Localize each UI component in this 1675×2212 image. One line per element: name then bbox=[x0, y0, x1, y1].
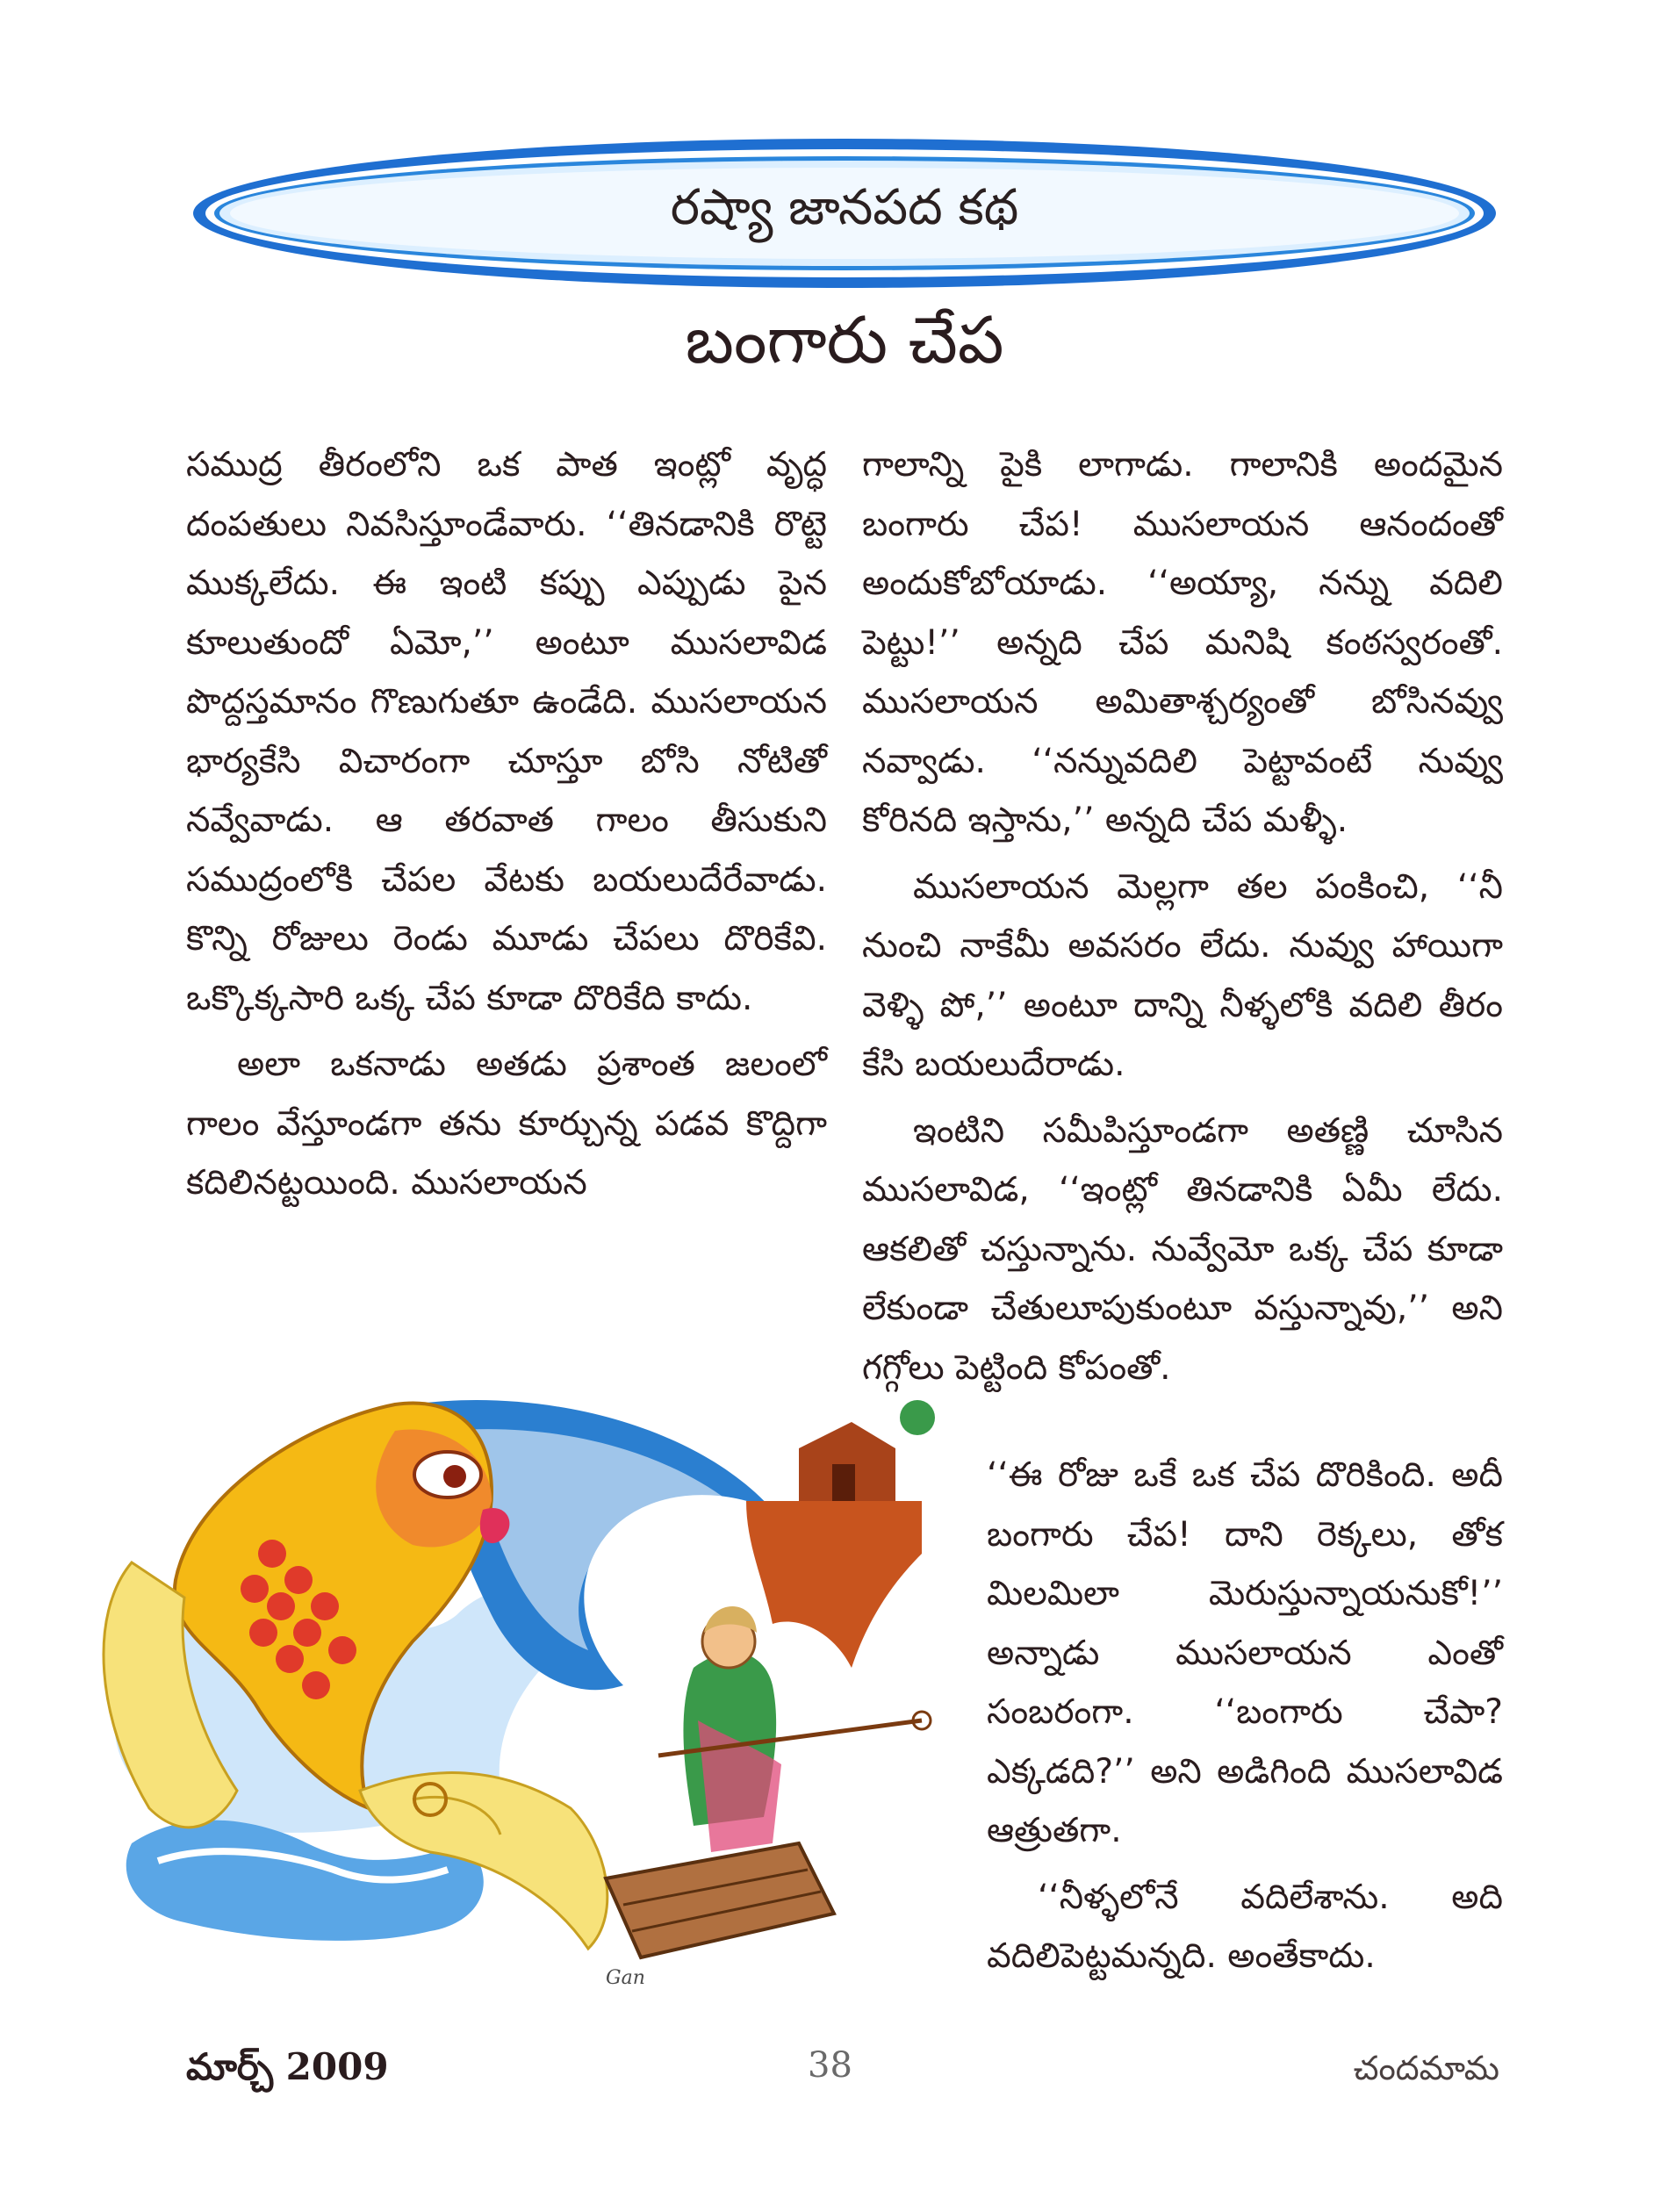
banner-text: రష్యా జానపద కథ bbox=[670, 178, 1019, 236]
paragraph: సముద్ర తీరంలోని ఒక పాత ఇంట్లో వృద్ధ దంపతులు నివసిస్తూండేవారు. ‘‘తినడానికి రొట్టె ముక్కలేదు. ఈ ఇంటి కప్పు ఎప్పుడు పైన కూలుతుందో ఏమో,’’ అంటూ ముసలావిడ పొద్దస్తమానం గొణుగుతూ ఉండేది. ముసలాయన భార్యకేసి విచారంగా చూస్తూ బోసి నోటితో నవ్వేవాడు. ఆ తరవాత గాలం తీసుకుని సముద్రంలోకి చేపల వేటకు బయలుదేరేవాడు. కొన్ని రోజులు రెండు మూడు చేపలు దొరికేవి. ఒక్కొక్కసారి ఒక్క చేప కూడా దొరికేది కాదు. bbox=[186, 445, 827, 1018]
paragraph: ఇంటిని సమీపిస్తూండగా అతణ్ణి చూసిన ముసలావిడ, ‘‘ఇంట్లో తినడానికి ఏమీ లేదు. ఆకలితో చస్తున్నాను. నువ్వేమో ఒక్క చేప కూడా లేకుండా చేతులూపుకుంటూ వస్తున్నావు,’’ అని గగ్గోలు పెట్టింది కోపంతో. bbox=[862, 1110, 1503, 1388]
footer-date: మార్చ్ 2009 bbox=[186, 2045, 389, 2088]
paragraph: అలా ఒకనాడు అతడు ప్రశాంత జలంలో గాలం వేస్తూండగా తను కూర్చున్న పడవ కొద్దిగా కదిలినట్టయింది. ముసలాయన bbox=[186, 1045, 827, 1203]
page-number: 38 bbox=[808, 2045, 852, 2086]
fish-pupil bbox=[443, 1465, 466, 1488]
paragraph: ముసలాయన మెల్లగా తల పంకించి, ‘‘నీ నుంచి నాకేమీ అవసరం లేదు. నువ్వు హాయిగా వెళ్ళి పో,’’ అంటూ దాన్ని నీళ్ళలోకి వదిలి తీరం కేసి బయలుదేరాడు. bbox=[862, 866, 1503, 1084]
right-column-lower bbox=[987, 1446, 1503, 1993]
fish-and-fisherman-drawing bbox=[79, 1352, 957, 2019]
left-column bbox=[186, 435, 827, 1220]
paragraph: ‘‘నీళ్ళలోనే వదిలేశాను. అది వదిలిపెట్టమన్నది. అంతేకాదు. bbox=[987, 1877, 1503, 1976]
house-door bbox=[832, 1464, 855, 1501]
artist-signature: Gan bbox=[606, 1967, 645, 1989]
magazine-name: చందమామ bbox=[1353, 2049, 1499, 2087]
cliff bbox=[746, 1501, 922, 1668]
story-title: బంగారు చేప bbox=[685, 303, 1004, 378]
paragraph: ‘‘ఈ రోజు ఒకే ఒక చేప దొరికింది. అదీ బంగారు చేప! దాని రెక్కలు, తోక మిలమిలా మెరుస్తున్నాయనుకో!’’ అన్నాడు ముసలాయన ఎంతో సంబరంగా. ‘‘బంగారు చేపా? ఎక్కడది?’’ అని అడిగింది ముసలావిడ ఆత్రుతగా. bbox=[987, 1455, 1503, 1850]
paragraph: గాలాన్ని పైకి లాగాడు. గాలానికి అందమైన బంగారు చేప! ముసలాయన ఆనందంతో అందుకోబోయాడు. ‘‘అయ్యా, నన్ను వదిలి పెట్టు!’’ అన్నది చేప మనిషి కంఠస్వరంతో. ముసలాయన అమితాశ్చర్యంతో బోసినవ్వు నవ్వాడు. ‘‘నన్నువదిలి పెట్టావంటే నువ్వు కోరినది ఇస్తాను,’’ అన్నది చేప మళ్ళీ. bbox=[862, 445, 1503, 840]
banner bbox=[186, 132, 1503, 295]
illustration-golden-fish bbox=[79, 1352, 957, 2019]
tree-icon bbox=[900, 1400, 935, 1435]
right-column bbox=[862, 435, 1503, 1404]
